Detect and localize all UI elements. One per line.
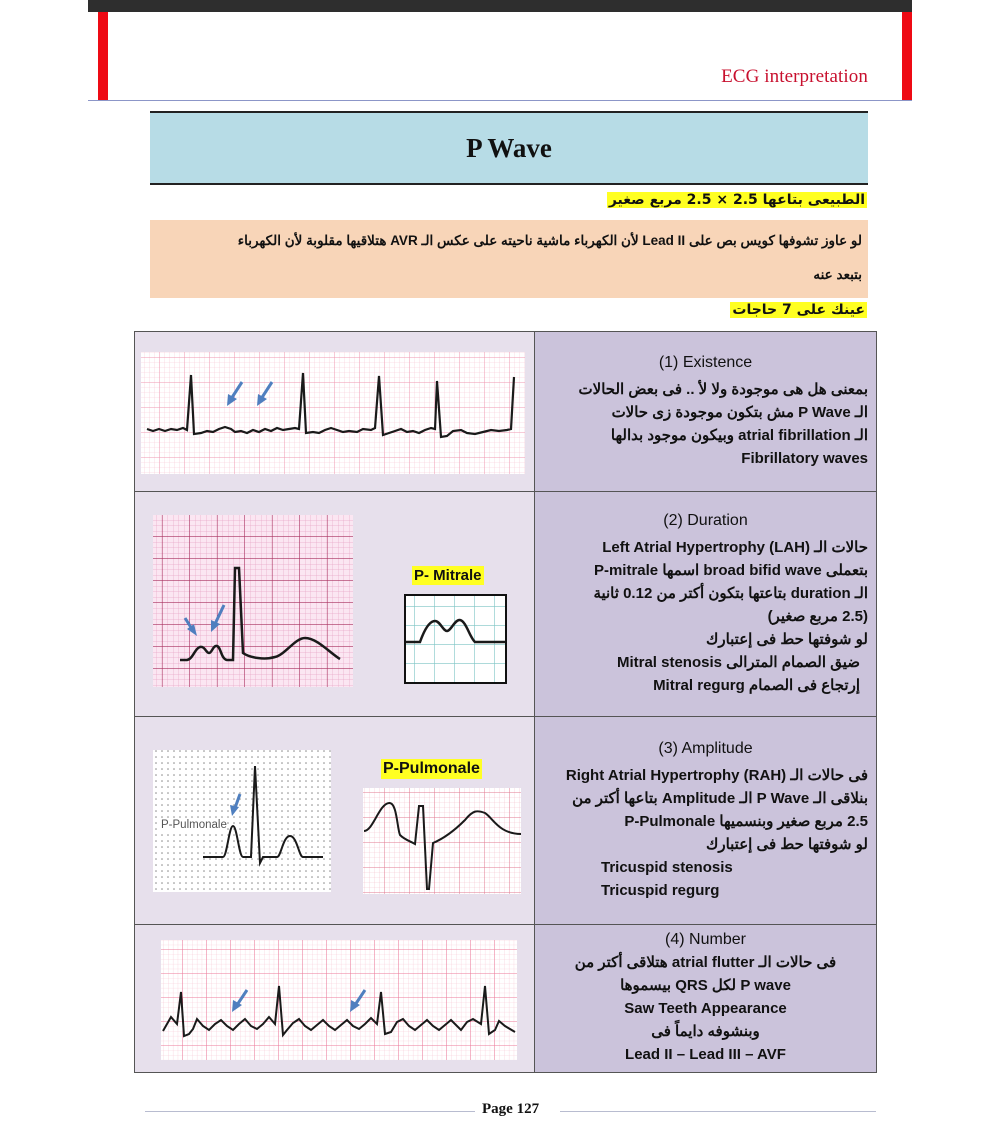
section-line: بمعنى هل هى موجودة ولا لأ .. فى بعض الحالات [578,380,868,398]
section-line: الـ atrial fibrillation وبيكون موجود بدالها [610,426,868,444]
section-body [535,764,876,902]
header-red-bar-left [98,12,108,100]
section-line: Fibrillatory waves [741,449,868,467]
document-viewer-top-bar [88,0,912,12]
amplitude-figure-cell [135,717,535,925]
section-line: Tricuspid stenosis [601,858,733,876]
atrial-flutter-ecg-strip [135,926,535,1072]
section-line: 2.5 مربع صغير وبنسميها P-Pulmonale [624,812,868,830]
section-line: Tricuspid regurg [601,881,720,899]
section-line: إرتجاع فى الصمام Mitral regurg [653,676,860,694]
footer-rule-left [145,1111,475,1112]
duration-figure-cell [135,492,535,717]
header-red-bar-right [902,12,912,100]
lead-note-line-1: لو عاوز تشوفها كويس بص على Lead II لأن الكهرباء ماشية ناحيته على عكس الـ AVR هتلاقيها مقلوبة لأن الكهرباء [237,233,862,248]
section-line: (2.5 مربع صغير) [767,607,868,625]
section-line: الـ duration بتاعتها بتكون أكتر من 0.12 ثانية [593,584,868,602]
footer-rule-right [560,1111,876,1112]
section-line: لو شوفتها حط فى إعتبارك [705,835,868,853]
section-line: حالات الـ Left Atrial Hypertrophy (LAH) [602,538,868,556]
section-line: لو شوفتها حط فى إعتبارك [705,630,868,648]
p-mitrale-label: P- Mitrale [414,567,482,584]
amplitude-text-cell [535,717,877,925]
page-title-box [150,111,868,185]
duration-text-cell [535,492,877,717]
section-line: وبنشوفه دايماً فى [651,1023,760,1040]
table-row-amplitude [135,717,877,925]
section-line: بتعملى broad bifid wave اسمها P-mitrale [593,561,868,579]
section-line: الـ P Wave مش بتكون موجودة زى حالات [611,403,868,421]
seven-things-text: عينك على 7 حاجات [732,302,865,318]
existence-text-cell [535,332,877,492]
normal-size-note [607,192,867,208]
table-row-duration [135,492,877,717]
atrial-fibrillation-ecg-strip [135,333,535,491]
section-body [535,378,876,470]
table-row-existence [135,332,877,492]
p-wave-criteria-table [134,331,877,1073]
seven-things-note [730,302,867,318]
section-line: Saw Teeth Appearance [624,1000,787,1017]
ecg-grid [141,352,525,474]
section-title: (3) Amplitude [658,739,753,757]
existence-figure-cell [135,332,535,492]
lead-note-box [150,220,868,298]
section-title: (1) Existence [658,353,753,371]
p-mitrale-ecg [135,493,535,715]
p-pulmonale-label: P-Pulmonale [383,760,480,777]
page-title: P Wave [466,132,552,163]
normal-size-text: الطبيعى بتاعها 2.5 × 2.5 مربع صغير [608,192,865,208]
ecg-grid [161,940,517,1060]
section-line: فى حالات الـ Right Atrial Hypertrophy (RAH) [565,766,868,784]
section-line: Lead II – Lead III – AVF [625,1046,786,1063]
page-number: Page 127 [482,1101,540,1117]
section-line: ضيق الصمام المترالى Mitral stenosis [616,653,860,671]
section-body [535,951,876,1066]
table-row-number [135,925,877,1073]
p-pulmonale-strip-label: P-Pulmonale [161,819,227,831]
number-text-cell [535,925,877,1073]
lead-note-line-2: بتبعد عنه [813,267,862,282]
section-line: فى حالات الـ atrial flutter هتلاقى أكتر من [574,954,837,971]
section-line: P wave لكل QRS بيسموها [620,977,791,994]
section-line: بنلاقى الـ P Wave الـ Amplitude بتاعها أكتر من [572,789,868,807]
header-divider [88,100,912,101]
section-title: (4) Number [665,931,746,948]
header-title: ECG interpretation [721,66,868,87]
section-body [535,536,876,697]
section-title: (2) Duration [663,511,748,529]
number-figure-cell [135,925,535,1073]
